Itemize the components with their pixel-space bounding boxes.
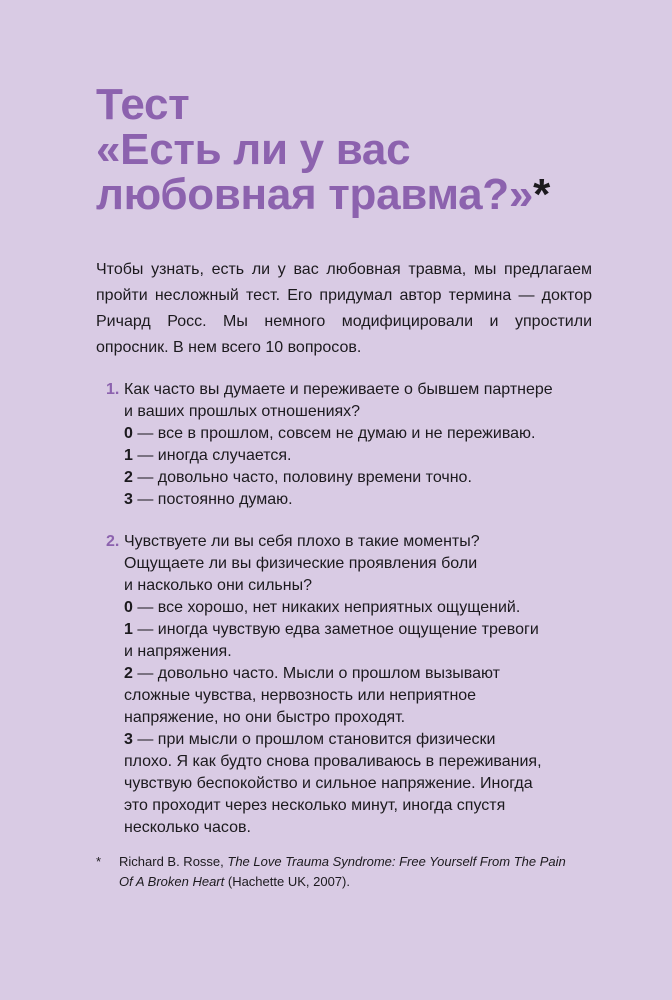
question-2-answer-3-cont: несколько часов. [124, 819, 251, 836]
question-1-answer-3 [124, 489, 596, 511]
question-1 [96, 379, 596, 511]
question-2-number: 2. [106, 533, 120, 550]
title-line-3-text: любовная травма?» [96, 170, 534, 219]
answer-text: — при мысли о прошлом становится физически [132, 731, 496, 748]
question-2-text-line-2: Ощущаете ли вы физические проявления боли [124, 555, 478, 572]
question-1-text-line-2: и ваших прошлых отношениях? [124, 403, 361, 420]
question-2-text-line-1: Чувствуете ли вы себя плохо в такие моменты? [124, 533, 480, 550]
answer-text: — иногда случается. [132, 447, 292, 464]
title-line-3 [96, 172, 596, 217]
footnote [96, 852, 576, 892]
footnote-book-title-2: Of A Broken Heart [119, 874, 225, 889]
footnote-citation [119, 852, 576, 892]
question-2 [96, 531, 596, 839]
question-2-text-line-3: и насколько они сильны? [124, 577, 312, 594]
question-2-answer-2-cont: напряжение, но они быстро проходят. [124, 709, 406, 726]
page-title [96, 82, 596, 217]
question-1-answer-2 [124, 467, 596, 489]
question-2-answer-2-cont: сложные чувства, нервозность или неприятное [124, 687, 477, 704]
answer-score: 1 [124, 621, 133, 638]
footnote-publisher: (Hachette UK, 2007). [224, 874, 350, 889]
question-2-answer-3-cont: плохо. Я как будто снова проваливаюсь в переживания, [124, 753, 542, 770]
answer-text: — иногда чувствую едва заметное ощущение тревоги [132, 621, 539, 638]
answer-score: 0 [124, 425, 133, 442]
footnote-author: Richard B. Rosse, [119, 854, 228, 869]
answer-score: 1 [124, 447, 133, 464]
title-footnote-asterisk: * [533, 170, 550, 219]
title-line-2: «Есть ли у вас [96, 125, 411, 174]
intro-paragraph [96, 257, 592, 361]
footnote-mark: * [96, 854, 102, 869]
answer-score: 2 [124, 469, 133, 486]
answer-score: 3 [124, 491, 133, 508]
title-line-1: Тест [96, 80, 190, 129]
answer-score: 2 [124, 665, 133, 682]
question-2-answer-0 [124, 597, 596, 619]
answer-score: 3 [124, 731, 133, 748]
question-1-text-line-1: Как часто вы думаете и переживаете о бывшем партнере [124, 381, 553, 398]
question-1-answer-1 [124, 445, 596, 467]
question-2-answer-1 [124, 619, 596, 641]
answer-text: — все хорошо, нет никаких неприятных ощущений. [132, 599, 521, 616]
question-2-answer-3 [124, 729, 596, 751]
question-2-answer-1-cont: и напряжения. [124, 643, 232, 660]
answer-text: — довольно часто, половину времени точно. [132, 469, 472, 486]
question-1-answer-0 [124, 423, 596, 445]
intro-line-1: Чтобы узнать, есть ли у вас любовная травма, мы предлагаем [96, 261, 592, 278]
page-content [96, 82, 596, 839]
intro-line-4: опросник. В нем всего 10 вопросов. [96, 339, 362, 356]
answer-text: — постоянно думаю. [132, 491, 293, 508]
question-2-answer-3-cont: это проходит через несколько минут, иногда спустя [124, 797, 506, 814]
answer-score: 0 [124, 599, 133, 616]
answer-text: — довольно часто. Мысли о прошлом вызывают [132, 665, 500, 682]
answer-text: — все в прошлом, совсем не думаю и не переживаю. [132, 425, 536, 442]
question-2-answer-3-cont: чувствую беспокойство и сильное напряжение. Иногда [124, 775, 533, 792]
question-2-answer-2 [124, 663, 596, 685]
question-1-number: 1. [106, 381, 120, 398]
footnote-book-title-1: The Love Trauma Syndrome: Free Yourself From The Pain [227, 854, 566, 869]
intro-line-2: пройти несложный тест. Его придумал автор термина — доктор [96, 287, 592, 304]
intro-line-3: Ричард Росс. Мы немного модифицировали и упростили [96, 313, 592, 330]
